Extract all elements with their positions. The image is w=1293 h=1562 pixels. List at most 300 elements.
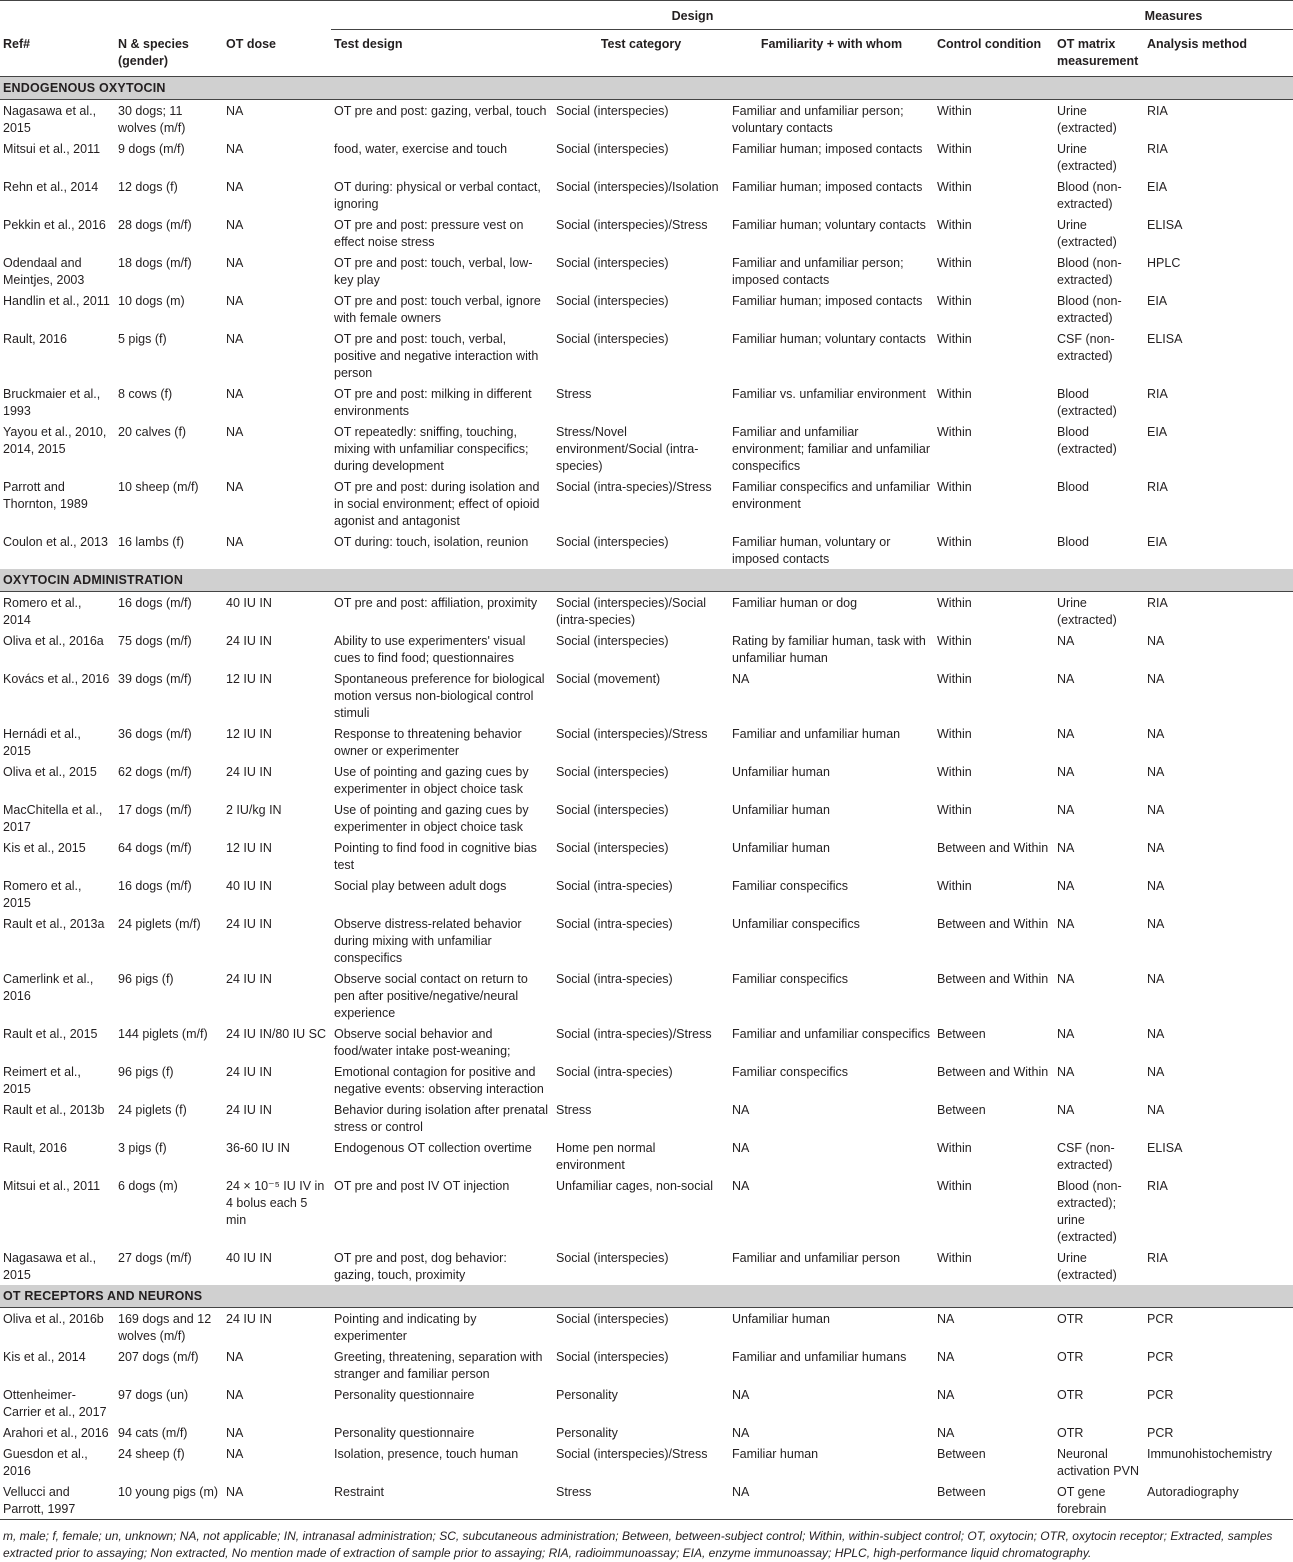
table-row [0,913,1293,968]
table-cell: NA [226,294,244,308]
table-cell: NA [1147,972,1165,986]
section-header-row [0,1285,1293,1308]
table-row [0,668,1293,723]
table-cell: NA [1147,803,1165,817]
table-cell: Social play between adult dogs [334,879,507,893]
table-cell: Social (intra-species) [556,917,673,931]
table-cell: NA [226,1388,244,1402]
table-cell: 94 cats (m/f) [118,1426,188,1440]
table-cell: 40 IU IN [226,596,272,610]
table-cell: Social (interspecies) [556,142,669,156]
table-row [0,476,1293,531]
table-cell: 40 IU IN [226,1251,272,1265]
table-cell: ELISA [1147,332,1183,346]
table-cell: NA [732,1141,750,1155]
table-cell: Within [937,634,972,648]
table-cell: Blood (extracted) [1057,425,1117,456]
table-cell: Hernádi et al., 2015 [3,727,81,758]
table-cell: Within [937,596,972,610]
table-cell: EIA [1147,294,1168,308]
table-cell: Social (interspecies) [556,104,669,118]
table-cell: 96 pigs (f) [118,1065,174,1079]
table-cell: NA [732,1426,750,1440]
table-cell: NA [226,535,244,549]
table-cell: OT pre and post: touch, verbal, positive and negative interaction with person [334,332,539,380]
table-footnote: m, male; f, female; un, unknown; NA, not applicable; IN, intranasal administration; SC, subcutaneous administration; Between, between-subject control; Within, within-subject control; OT, oxytocin; OTR, oxytocin receptor; Extracted, samples extracted prior to assaying; Non extracted, No mention made of extraction of sample prior to assaying; RIA, radioimmunoassay; EIA, enzyme immunoassay; HPLC, high-performance liquid chromatography. [3,1529,1273,1560]
table-cell: Ability to use experimenters' visual cues to find food; questionnaires [334,634,526,665]
table-row [0,761,1293,799]
table-cell: PCR [1147,1388,1174,1402]
table-cell: NA [1057,634,1075,648]
table-cell: Unfamiliar human [732,803,830,817]
table-cell: Guesdon et al., 2016 [3,1447,88,1478]
table-cell: Unfamiliar conspecifics [732,917,860,931]
table-cell: Social (interspecies) [556,634,669,648]
table-cell: Blood (non-extracted); urine (extracted) [1057,1179,1122,1244]
table-cell: Rault, 2016 [3,332,67,346]
table-cell: Familiar conspecifics [732,1065,849,1079]
table-cell: Spontaneous preference for biological motion versus non-biological control stimuli [334,672,545,720]
table-cell: Camerlink et al., 2016 [3,972,94,1003]
table-cell: Social (interspecies) [556,1312,669,1326]
table-cell: Kis et al., 2015 [3,841,86,855]
table-cell: Social (interspecies) [556,535,669,549]
table-cell: NA [937,1350,955,1364]
table-row [0,1443,1293,1481]
table-cell: Blood (extracted) [1057,387,1117,418]
table-cell: Within [937,480,972,494]
table-cell: Observe social contact on return to pen after positive/negative/neural experience [334,972,528,1020]
table-cell: 24 piglets (f) [118,1103,187,1117]
table-cell: NA [729,1481,934,1520]
table-cell: Between [937,1103,986,1117]
table-cell: Familiar and unfamiliar person; imposed contacts [732,256,904,287]
table-cell: Within [937,1251,972,1265]
table-cell: OT during: touch, isolation, reunion [334,535,529,549]
table-cell: 62 dogs (m/f) [118,765,192,779]
column-header-row [0,30,1293,77]
table-cell: 16 lambs (f) [118,535,184,549]
table-row [0,328,1293,383]
table-cell: OT repeatedly: sniffing, touching, mixing with unfamiliar conspecifics; during development [334,425,529,473]
table-cell: Urine (extracted) [1057,104,1117,135]
table-cell: Social (interspecies)/Stress [556,218,708,232]
table-cell: Romero et al., 2015 [3,879,82,910]
table-cell: 27 dogs (m/f) [118,1251,192,1265]
table-cell: NA [1057,972,1075,986]
table-cell: Rault et al., 2013b [3,1103,105,1117]
table-cell: Rating by familiar human, task with unfamiliar human [732,634,926,665]
section-header-row [0,569,1293,592]
column-header: N & species (gender) [115,30,223,77]
table-cell: NA [226,1350,244,1364]
table-cell: NA [1147,1027,1165,1041]
table-cell: Social (interspecies)/Social (intra-species) [556,596,707,627]
table-row [0,531,1293,569]
table-cell: NA [1057,803,1075,817]
table-cell: Familiar human [732,1447,819,1461]
table-cell: Personality [556,1388,618,1402]
table-cell: Social (interspecies) [556,1251,669,1265]
table-cell: Unfamiliar cages, non-social [556,1179,714,1193]
table-row [0,1175,1293,1247]
table-cell: Within [937,765,972,779]
table-cell: NA [226,480,244,494]
table-cell: NA [226,142,244,156]
table-cell: Rault et al., 2013a [3,917,105,931]
table-cell: MacChitella et al., 2017 [3,803,103,834]
table-row [0,100,1293,139]
table-cell: 16 dogs (m/f) [118,596,192,610]
table-cell: Social (interspecies) [556,765,669,779]
table-cell: 6 dogs (m) [118,1179,178,1193]
table-cell: Social (intra-species)/Stress [556,1027,712,1041]
table-cell: NA [223,1481,331,1520]
table-cell: Autoradiography [1144,1481,1293,1520]
table-body [0,77,1293,1520]
table-cell: OTR [1057,1312,1084,1326]
table-cell: Rault, 2016 [3,1141,67,1155]
table-cell: Stress [556,387,592,401]
table-cell: NA [1147,841,1165,855]
section-header-row [0,77,1293,100]
table-cell: Within [937,535,972,549]
table-cell: Unfamiliar human [732,1312,830,1326]
table-cell: 75 dogs (m/f) [118,634,192,648]
table-cell: NA [1057,672,1075,686]
group-header-measures: Measures [1054,1,1293,30]
table-cell: Stress [553,1481,729,1520]
section-title: ENDOGENOUS OXYTOCIN [0,77,1293,100]
table-cell: Coulon et al., 2013 [3,535,108,549]
table-cell: Urine (extracted) [1057,218,1117,249]
table-cell: Familiar human, voluntary or imposed contacts [732,535,891,566]
table-cell: Familiar human; imposed contacts [732,142,923,156]
table-row [0,723,1293,761]
table-cell: OT pre and post: gazing, verbal, touch [334,104,547,118]
table-cell: Romero et al., 2014 [3,596,82,627]
table-cell: 24 IU IN [226,1312,272,1326]
table-row [0,875,1293,913]
table-cell: 24 sheep (f) [118,1447,185,1461]
column-header: Test design [331,30,553,77]
table-cell: NA [226,1447,244,1461]
table-cell: NA [937,1312,955,1326]
table-cell: Pointing and indicating by experimenter [334,1312,477,1343]
table-cell: NA [1057,1065,1075,1079]
table-cell: NA [1147,727,1165,741]
table-cell: NA [732,1179,750,1193]
table-cell: Pointing to find food in cognitive bias test [334,841,537,872]
column-header: Control condition [934,30,1054,77]
table-cell: NA [732,1103,750,1117]
group-header-design: Design [331,1,1054,30]
table-cell: Social (interspecies) [556,332,669,346]
table-cell: Familiar and unfamiliar person; voluntary contacts [732,104,904,135]
table-cell: NA [1057,1027,1075,1041]
table-cell: Nagasawa et al., 2015 [3,104,97,135]
table-cell: Rault et al., 2015 [3,1027,98,1041]
table-cell: 24 × 10⁻⁵ IU IV in 4 bolus each 5 min [226,1179,325,1227]
table-cell: Urine (extracted) [1057,142,1117,173]
table-cell: EIA [1147,180,1168,194]
table-cell: 12 IU IN [226,727,272,741]
table-cell: Social (interspecies) [556,294,669,308]
table-cell: Within [937,332,972,346]
table-cell: Arahori et al., 2016 [3,1426,109,1440]
table-row [0,383,1293,421]
table-cell: Parrott and Thornton, 1989 [3,480,88,511]
table-cell: CSF (non-extracted) [1057,332,1115,363]
table-cell: OT gene forebrain [1054,1481,1144,1520]
table-cell: Within [937,142,972,156]
table-cell: NA [1057,765,1075,779]
table-cell: NA [1057,1103,1075,1117]
table-cell: ELISA [1147,218,1183,232]
table-cell: OT pre and post: during isolation and in social environment; effect of opioid agonist and antagonist [334,480,540,528]
table-cell: Within [937,180,972,194]
table-cell: 24 IU IN [226,1103,272,1117]
column-header: Familiarity + with whom [729,30,934,77]
table-cell: Social (interspecies) [556,256,669,270]
table-cell: Stress/Novel environment/Social (intra-species) [556,425,699,473]
table-cell: Social (interspecies) [556,1350,669,1364]
table-cell: NA [226,425,244,439]
table-cell: RIA [1147,387,1168,401]
column-header: OT dose [223,30,331,77]
table-row [0,592,1293,631]
table-cell: Familiar vs. unfamiliar environment [732,387,926,401]
table-cell: OT pre and post: touch verbal, ignore with female owners [334,294,541,325]
table-cell: Nagasawa et al., 2015 [3,1251,97,1282]
table-cell: 10 sheep (m/f) [118,480,199,494]
table-cell: 169 dogs and 12 wolves (m/f) [118,1312,212,1343]
table-cell: PCR [1147,1426,1174,1440]
table-cell: Between and Within [937,917,1049,931]
table-cell: OTR [1057,1388,1084,1402]
table-cell: Familiar human; imposed contacts [732,294,923,308]
table-cell: PCR [1147,1350,1174,1364]
table-cell: RIA [1147,596,1168,610]
table-row [0,1137,1293,1175]
table-cell: Familiar and unfamiliar human [732,727,901,741]
table-cell: Observe distress-related behavior during mixing with unfamiliar conspecifics [334,917,522,965]
table-cell: Endogenous OT collection overtime [334,1141,532,1155]
table-cell: Bruckmaier et al., 1993 [3,387,101,418]
table-cell: 28 dogs (m/f) [118,218,192,232]
table-cell: Within [937,879,972,893]
table-cell: Social (interspecies)/Stress [556,727,708,741]
table-cell: Urine (extracted) [1057,1251,1117,1282]
table-cell: Rehn et al., 2014 [3,180,99,194]
table-cell: Familiar and unfamiliar person [732,1251,901,1265]
table-cell: OT during: physical or verbal contact, ignoring [334,180,541,211]
table-cell: NA [1147,634,1165,648]
table-cell: Unfamiliar human [732,765,830,779]
table-cell: 12 IU IN [226,841,272,855]
table-cell: Observe social behavior and food/water intake post-weaning; [334,1027,511,1058]
table-cell: 24 IU IN [226,972,272,986]
table-cell: Social (interspecies)/Isolation [556,180,719,194]
table-cell: 24 IU IN [226,634,272,648]
table-cell: 2 IU/kg IN [226,803,282,817]
table-cell: PCR [1147,1312,1174,1326]
table-cell: Stress [556,1103,592,1117]
table-cell: NA [226,332,244,346]
table-cell: NA [1057,879,1075,893]
table-cell: Familiar and unfamiliar humans [732,1350,907,1364]
table-cell: Vellucci and Parrott, 1997 [0,1481,115,1520]
table-cell: Reimert et al., 2015 [3,1065,81,1096]
table-cell: Between and Within [937,1065,1049,1079]
table-cell: Familiar human; imposed contacts [732,180,923,194]
table-cell: food, water, exercise and touch [334,142,508,156]
table-cell: Social (intra-species) [556,879,673,893]
table-cell: OTR [1057,1350,1084,1364]
table-cell: NA [1147,672,1165,686]
table-row [0,1099,1293,1137]
table-cell: 24 IU IN [226,1065,272,1079]
table-cell: NA [1147,1065,1165,1079]
table-cell: 144 piglets (m/f) [118,1027,208,1041]
section-title: OT RECEPTORS AND NEURONS [0,1285,1293,1308]
table-row [0,214,1293,252]
table-cell: OT pre and post, dog behavior: gazing, touch, proximity [334,1251,507,1282]
table-row [0,630,1293,668]
table-row [0,1247,1293,1285]
table-cell: 3 pigs (f) [118,1141,167,1155]
table-cell: NA [226,180,244,194]
table-cell: Immunohistochemistry [1147,1447,1273,1461]
table-cell: Between [934,1481,1054,1520]
table-cell: Familiar conspecifics and unfamiliar environment [732,480,930,511]
table-cell: 10 young pigs (m) [115,1481,223,1520]
table-cell: Behavior during isolation after prenatal stress or control [334,1103,549,1134]
table-row [0,1023,1293,1061]
table-row [0,968,1293,1023]
table-cell: EIA [1147,425,1168,439]
table-cell: 24 IU IN/80 IU SC [226,1027,327,1041]
table-cell: Within [937,1141,972,1155]
table-cell: CSF (non-extracted) [1057,1141,1115,1172]
table-row [0,252,1293,290]
table-cell: Isolation, presence, touch human [334,1447,519,1461]
table-cell: NA [1057,727,1075,741]
table-row [0,1346,1293,1384]
table-cell: Between and Within [937,972,1049,986]
table-cell: NA [226,1426,244,1440]
table-cell: 9 dogs (m/f) [118,142,185,156]
table-cell: NA [1057,841,1075,855]
table-cell: Within [937,256,972,270]
table-cell: 64 dogs (m/f) [118,841,192,855]
table-cell: Within [937,803,972,817]
table-cell: Social (movement) [556,672,661,686]
table-cell: Kis et al., 2014 [3,1350,86,1364]
table-cell: 17 dogs (m/f) [118,803,192,817]
table-cell: OTR [1057,1426,1084,1440]
table-cell: NA [1147,879,1165,893]
table-row [0,421,1293,476]
table-cell: Use of pointing and gazing cues by experimenter in object choice task [334,765,529,796]
table-cell: Home pen normal environment [556,1141,656,1172]
table-cell: 97 dogs (un) [118,1388,189,1402]
table-cell: Familiar conspecifics [732,972,849,986]
table-cell: NA [226,256,244,270]
table-cell: Use of pointing and gazing cues by experimenter in object choice task [334,803,529,834]
table-cell: Blood (non-extracted) [1057,180,1122,211]
table-cell: 8 cows (f) [118,387,173,401]
table-cell: Between and Within [937,841,1049,855]
table-cell: Social (interspecies)/Stress [556,1447,708,1461]
table-row [0,1061,1293,1099]
column-header: Ref# [0,30,115,77]
table-cell: NA [1147,765,1165,779]
column-header: OT matrix measurement [1054,30,1144,77]
table-cell: NA [1147,917,1165,931]
column-header: Analysis method [1144,30,1293,77]
table-cell: 16 dogs (m/f) [118,879,192,893]
table-cell: RIA [1147,104,1168,118]
table-cell: Social (intra-species) [556,972,673,986]
table-cell: Familiar human or dog [732,596,858,610]
table-cell: Kovács et al., 2016 [3,672,110,686]
table-cell: OT pre and post IV OT injection [334,1179,510,1193]
table-cell: Oliva et al., 2015 [3,765,97,779]
table-cell: 96 pigs (f) [118,972,174,986]
table-row [0,1384,1293,1422]
table-cell: 40 IU IN [226,879,272,893]
table-cell: Familiar human; voluntary contacts [732,332,926,346]
table-cell: Ottenheimer-Carrier et al., 2017 [3,1388,107,1419]
table-cell: Blood (non-extracted) [1057,294,1122,325]
table-row [0,1422,1293,1443]
table-cell: NA [226,387,244,401]
table-cell: 10 dogs (m) [118,294,185,308]
table-cell: Between [937,1027,986,1041]
table-cell: Social (intra-species)/Stress [556,480,712,494]
table-cell: NA [1147,1103,1165,1117]
table-cell: Pekkin et al., 2016 [3,218,106,232]
table-cell: 36-60 IU IN [226,1141,290,1155]
table-row [0,138,1293,176]
table-cell: 5 pigs (f) [118,332,167,346]
table-cell: Within [937,425,972,439]
table-cell: Oliva et al., 2016a [3,634,104,648]
table-cell: Social (intra-species) [556,1065,673,1079]
table-cell: 207 dogs (m/f) [118,1350,199,1364]
table-cell: 24 IU IN [226,765,272,779]
table-cell: OT pre and post: pressure vest on effect noise stress [334,218,524,249]
table-cell: Greeting, threatening, separation with stranger and familiar person [334,1350,543,1381]
group-header-row [0,1,1293,30]
table-cell: Handlin et al., 2011 [3,294,110,308]
table-cell: Between [937,1447,986,1461]
table-row [0,837,1293,875]
table-row [0,1481,1293,1520]
table-row [0,1308,1293,1347]
table-cell: EIA [1147,535,1168,549]
table-cell: RIA [1147,142,1168,156]
table-cell: OT pre and post: milking in different environments [334,387,532,418]
table-cell: 12 dogs (f) [118,180,178,194]
table-cell: Blood [1057,535,1089,549]
table-cell: Personality questionnaire [334,1388,475,1402]
table-cell: Within [937,672,972,686]
table-cell: RIA [1147,1251,1168,1265]
table-cell: Oliva et al., 2016b [3,1312,104,1326]
table-cell: Yayou et al., 2010, 2014, 2015 [3,425,107,456]
